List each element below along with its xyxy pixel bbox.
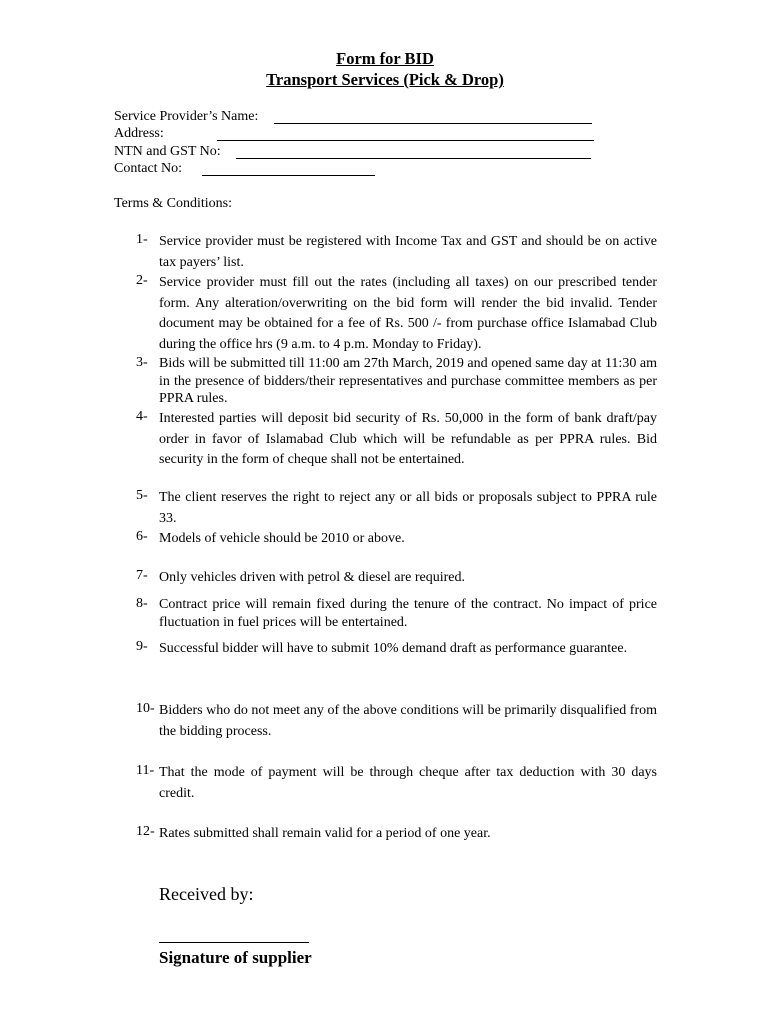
term-number: 8- xyxy=(136,596,148,611)
address-blank[interactable] xyxy=(217,125,594,141)
signature-label: Signature of supplier xyxy=(159,948,312,967)
form-title: Form for BID xyxy=(336,49,434,68)
term-text: The client reserves the right to reject any or all bids or proposals subject to PPRA rule 33. xyxy=(159,490,657,526)
term-text: Service provider must be registered with Income Tax and GST and should be on active tax payers’ list. xyxy=(159,234,657,270)
contact-no-label: Contact No: xyxy=(114,161,183,176)
term-number: 6- xyxy=(136,529,148,544)
term-text: Models of vehicle should be 2010 or above. xyxy=(159,531,405,546)
term-text: Bidders who do not meet any of the above conditions will be primarily disqualified from the bidding process. xyxy=(159,703,657,739)
term-number: 2- xyxy=(136,273,148,288)
term-text: Rates submitted shall remain valid for a period of one year. xyxy=(159,826,491,841)
signature-line[interactable] xyxy=(159,942,309,943)
service-provider-name-label: Service Provider’s Name: xyxy=(114,109,259,124)
term-number: 9- xyxy=(136,639,148,654)
contact-no-field xyxy=(114,160,182,177)
term-number: 11- xyxy=(136,763,155,778)
terms-heading: Terms & Conditions: xyxy=(114,196,233,211)
term-number: 3- xyxy=(136,355,148,370)
address-label: Address: xyxy=(114,126,164,141)
address-field xyxy=(114,125,164,142)
contact-no-blank[interactable] xyxy=(202,160,375,176)
term-number: 5- xyxy=(136,488,148,503)
term-number: 12- xyxy=(136,824,155,839)
term-text: Service provider must fill out the rates (including all taxes) on our prescribed tender form. Any alteration/overwriting on the bid form will render the bid invalid. Tender document may be obtained for a fee of Rs. 500 /- from purchase office Islamabad Club during the office hrs (9 a.m. to 4 p.m. Monday to Friday). xyxy=(159,275,657,352)
term-text: Only vehicles driven with petrol & diesel are required. xyxy=(159,570,465,585)
ntn-gst-blank[interactable] xyxy=(236,143,591,159)
service-provider-name-blank[interactable] xyxy=(274,108,592,124)
ntn-gst-label: NTN and GST No: xyxy=(114,144,221,159)
form-subtitle: Transport Services (Pick & Drop) xyxy=(266,70,504,89)
term-number: 1- xyxy=(136,232,148,247)
received-by-label: Received by: xyxy=(159,884,254,904)
ntn-gst-field xyxy=(114,143,221,160)
term-text: Interested parties will deposit bid security of Rs. 50,000 in the form of bank draft/pay order in favor of Islamabad Club which will be refundable as per PPRA rules. Bid security in the form of cheque shall not be entertained. xyxy=(159,411,657,467)
term-text: Contract price will remain fixed during the tenure of the contract. No impact of price fluctuation in fuel prices will be entertained. xyxy=(159,597,657,630)
service-provider-name-field xyxy=(114,108,258,125)
term-text: That the mode of payment will be through cheque after tax deduction with 30 days credit. xyxy=(159,765,657,801)
term-number: 7- xyxy=(136,568,148,583)
term-number: 10- xyxy=(136,701,155,716)
term-text: Bids will be submitted till 11:00 am 27th March, 2019 and opened same day at 11:30 am in the presence of bidders/their representatives and purchase committee members as per PPRA rules. xyxy=(159,356,657,406)
term-number: 4- xyxy=(136,409,148,424)
term-text: Successful bidder will have to submit 10% demand draft as performance guarantee. xyxy=(159,641,628,656)
